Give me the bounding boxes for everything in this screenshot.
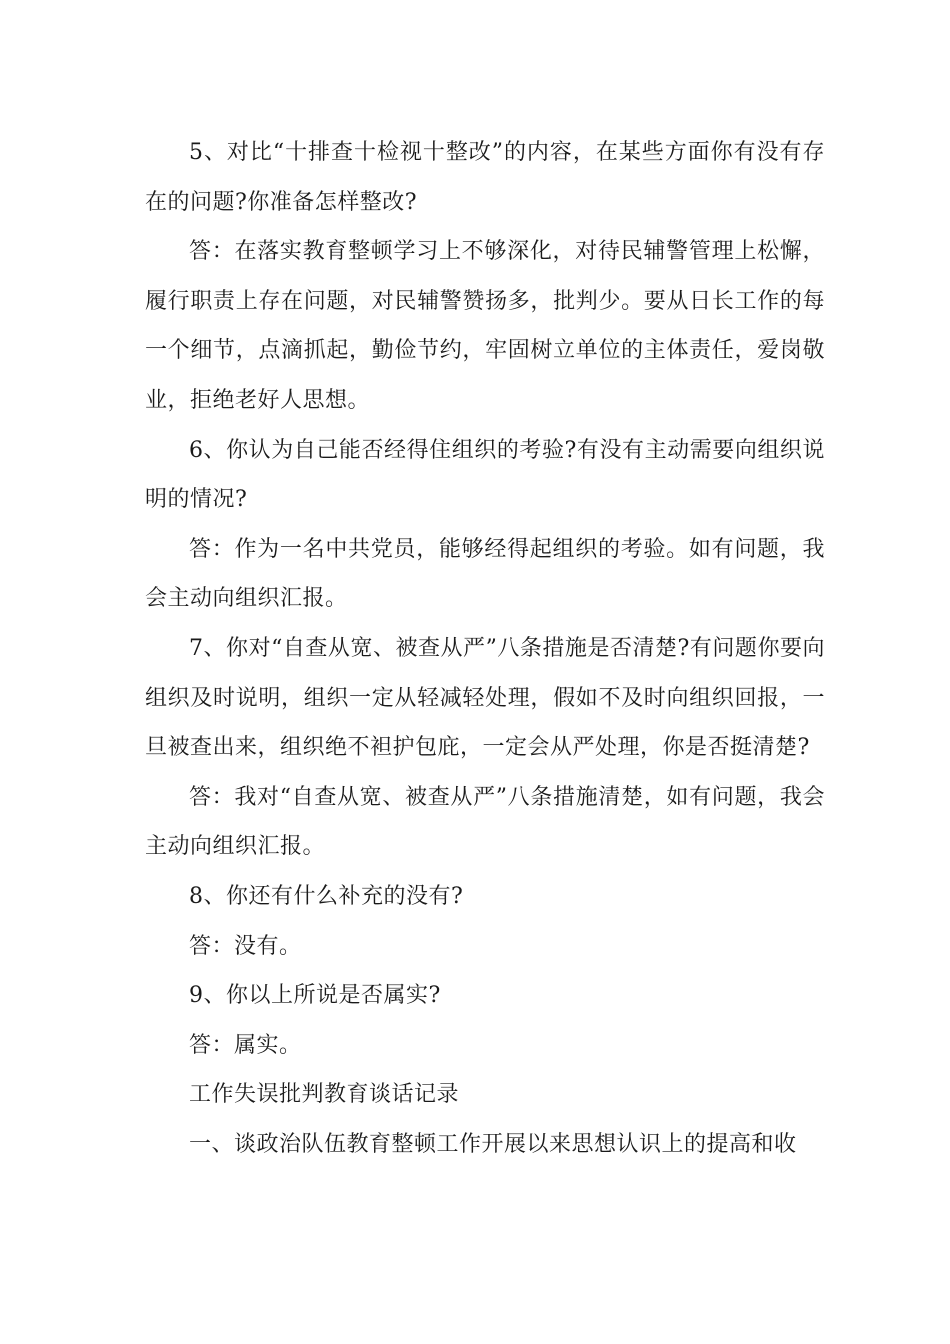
question-7: 7、你对“自查从宽、被查从严”八条措施是否清楚?有问题你要向组织及时说明，组织一定从轻减轻处理，假如不及时向组织回报，一旦被查出来，组织绝不袒护包庇，一定会从严处理，你是否挺清楚? bbox=[145, 635, 825, 761]
answer-9: 答：属实。 bbox=[189, 1032, 302, 1058]
section-item-1: 一、谈政治队伍教育整顿工作开展以来思想认识上的提高和收 bbox=[189, 1131, 797, 1157]
question-9: 9、你以上所说是否属实? bbox=[189, 983, 441, 1009]
answer-5: 答：在落实教育整顿学习上不够深化，对待民辅警管理上松懈，履行职责上存在问题，对民辅警赞扬多，批判少。要从日长工作的每一个细节，点滴抓起，勤俭节约，牢固树立单位的主体责任，爱岗敬业，拒绝老好人思想。 bbox=[145, 239, 825, 413]
answer-6: 答：作为一名中共党员，能够经得起组织的考验。如有问题，我会主动向组织汇报。 bbox=[145, 536, 825, 612]
answer-8: 答：没有。 bbox=[189, 933, 302, 959]
question-6: 6、你认为自己能否经得住组织的考验?有没有主动需要向组织说明的情况? bbox=[145, 437, 825, 513]
question-8: 8、你还有什么补充的没有? bbox=[189, 883, 464, 909]
question-5: 5、对比“十排查十检视十整改”的内容，在某些方面你有没有存在的问题?你准备怎样整改? bbox=[145, 140, 825, 215]
answer-7: 答：我对“自查从宽、被查从严”八条措施清楚，如有问题，我会主动向组织汇报。 bbox=[145, 784, 825, 860]
section-title: 工作失误批判教育谈话记录 bbox=[189, 1082, 460, 1108]
document-body bbox=[145, 128, 825, 1169]
